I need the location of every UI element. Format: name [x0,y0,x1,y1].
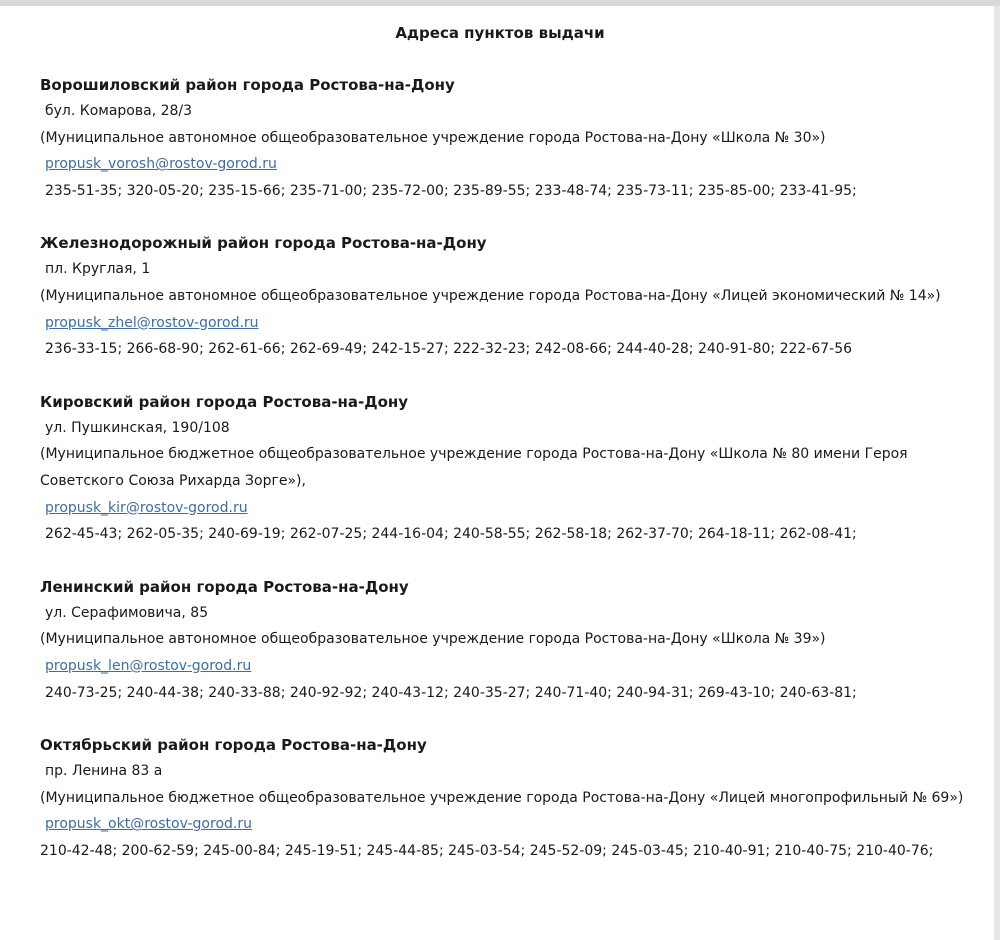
district-email-link[interactable]: propusk_zhel@rostov-gorod.ru [45,314,259,331]
district-name: Железнодорожный район города Ростова-на-Дону [40,234,487,253]
district-phones: 236-33-15; 266-68-90; 262-61-66; 262-69-49; 242-15-27; 222-32-23; 242-08-66; 244-40-28; 240-91-80; 222-67-56 [45,341,853,358]
district-kirovsky [40,389,990,548]
district-name: Октябрьский район города Ростова-на-Дону [40,736,427,755]
district-email-link[interactable]: propusk_kir@rostov-gorod.ru [45,499,248,516]
district-email-link[interactable]: propusk_vorosh@rostov-gorod.ru [45,156,277,173]
district-email-link[interactable]: propusk_len@rostov-gorod.ru [45,657,252,674]
district-email-link[interactable]: propusk_okt@rostov-gorod.ru [45,816,252,833]
district-institution: (Муниципальное автономное общеобразовательное учреждение города Ростова-на-Дону «Школа № 39») [40,631,826,648]
district-address: пл. Круглая, 1 [45,261,151,278]
district-leninsky [40,574,990,706]
district-voroshilovsky [40,72,990,204]
right-scroll-edge [994,6,1000,940]
district-oktyabrsky [40,732,990,864]
district-address: бул. Комарова, 28/3 [45,103,193,119]
district-institution: (Муниципальное бюджетное общеобразовательное учреждение города Ростова-на-Дону «Школа № 80 имени Героя Советского Союза Рихарда Зорге»), [40,446,908,489]
district-name: Кировский район города Ростова-на-Дону [40,392,409,411]
district-phones: 262-45-43; 262-05-35; 240-69-19; 262-07-25; 244-16-04; 240-58-55; 262-58-18; 262-37-70; 264-18-11; 262-08-41; [45,526,857,543]
districts-list [40,72,990,890]
top-divider [0,0,1000,6]
district-phones: 235-51-35; 320-05-20; 235-15-66; 235-71-00; 235-72-00; 235-89-55; 233-48-74; 235-73-11; 235-85-00; 233-41-95; [45,182,857,199]
district-institution: (Муниципальное автономное общеобразовательное учреждение города Ростова-на-Дону «Лицей экономический № 14») [40,287,941,304]
district-name: Ворошиловский район города Ростова-на-Дону [40,76,455,94]
page-title: Адреса пунктов выдачи [395,24,605,42]
district-address: ул. Пушкинская, 190/108 [45,419,230,436]
district-name: Ленинский район города Ростова-на-Дону [40,577,409,596]
district-address: пр. Ленина 83 а [45,763,163,780]
district-phones: 240-73-25; 240-44-38; 240-33-88; 240-92-92; 240-43-12; 240-35-27; 240-71-40; 240-94-31; 269-43-10; 240-63-81; [45,684,857,701]
district-institution: (Муниципальное бюджетное общеобразовательное учреждение города Ростова-на-Дону «Лицей многопрофильный № 69») [40,789,964,806]
district-institution: (Муниципальное автономное общеобразовательное учреждение города Ростова-на-Дону «Школа № 30») [40,129,826,146]
district-address: ул. Серафимовича, 85 [45,604,209,621]
district-phones: 210-42-48; 200-62-59; 245-00-84; 245-19-51; 245-44-85; 245-03-54; 245-52-09; 245-03-45; 210-40-91; 210-40-75; 210-40-76; [40,842,934,859]
district-zheleznodorozhny [40,230,990,362]
